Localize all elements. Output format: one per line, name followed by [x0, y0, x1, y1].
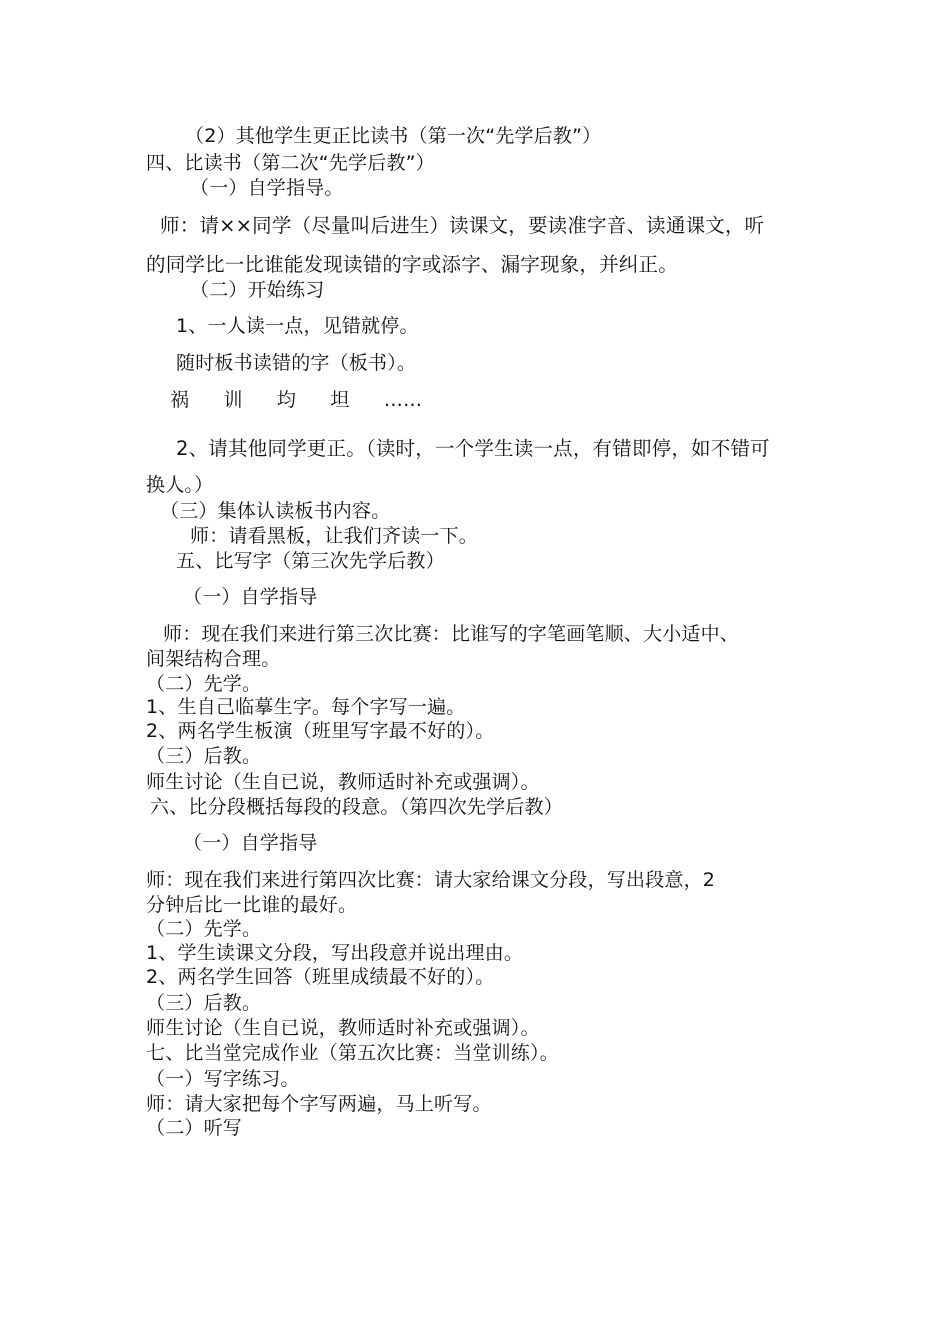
- text-line-18: （二）先学。: [146, 673, 262, 695]
- text-line-27: （二）先学。: [146, 918, 262, 940]
- text-line-34: 师：请大家把每个字写两遍，马上听写。: [146, 1093, 492, 1115]
- text-line-33: （一）写字练习。: [146, 1068, 300, 1090]
- text-line-11: 换人。）: [146, 474, 214, 496]
- text-line-13: 师：请看黑板，让我们齐读一下。: [190, 525, 479, 547]
- section-heading-6: 六、比分段概括每段的段意。（第四次先学后教）: [150, 796, 563, 818]
- text-line-5: 的同学比一比谁能发现读错的字或添字、漏字现象，并纠正。: [146, 253, 678, 276]
- text-line-31: 师生讨论（生自已说，教师适时补充或强调）。: [146, 1017, 540, 1039]
- text-line-20: 2、两名学生板演（班里写字最不好的）。: [146, 720, 495, 742]
- text-line-7: 1、一人读一点，见错就停。: [176, 315, 419, 337]
- text-line-25: 师：现在我们来进行第四次比赛：请大家给课文分段，写出段意，2: [146, 869, 716, 891]
- text-line-17: 间架结构合理。: [146, 648, 281, 670]
- text-line-24: （一）自学指导: [183, 832, 318, 854]
- text-line-35: （二）听写: [146, 1117, 243, 1139]
- text-line-10: 2、请其他同学更正。（读时，一个学生读一点，有错即停，如不错可: [176, 437, 770, 460]
- text-line-26: 分钟后比一比谁的最好。: [146, 894, 358, 916]
- board-char-4: 坦: [330, 389, 350, 411]
- text-line-12: （三）集体认读板书内容。: [160, 500, 391, 522]
- section-heading-4: 四、比读书（第二次“先学后教”）: [146, 152, 435, 174]
- board-char-3: 均: [276, 389, 297, 411]
- board-char-ellipsis: ……: [383, 389, 423, 411]
- text-line-28: 1、学生读课文分段，写出段意并说出理由。: [146, 942, 524, 964]
- text-line-22: 师生讨论（生自已说，教师适时补充或强调）。: [146, 771, 540, 793]
- text-line-6: （二）开始练习: [190, 279, 325, 301]
- text-line-1: （2）其他学生更正比读书（第一次“先学后教”）: [185, 125, 602, 147]
- text-line-3: （一）自学指导。: [190, 177, 344, 199]
- text-line-19: 1、生自己临摹生字。每个字写一遍。: [146, 696, 466, 718]
- board-char-2: 训: [223, 389, 243, 411]
- section-heading-5: 五、比写字（第三次先学后教）: [176, 550, 445, 572]
- text-line-16: 师：现在我们来进行第三次比赛：比谁写的字笔画笔顺、大小适中、: [163, 623, 740, 645]
- text-line-15: （一）自学指导: [183, 586, 318, 608]
- board-characters: [170, 389, 422, 412]
- board-char-1: 祸: [170, 389, 190, 411]
- text-line-21: （三）后教。: [146, 745, 262, 767]
- text-line-8: 随时板书读错的字（板书）。: [176, 352, 417, 374]
- section-heading-7: 七、比当堂完成作业（第五次比赛：当堂训练）。: [146, 1042, 559, 1064]
- text-line-29: 2、两名学生回答（班里成绩最不好的）。: [146, 966, 495, 988]
- text-line-30: （三）后教。: [146, 992, 262, 1014]
- text-line-4: 师：请××同学（尽量叫后进生）读课文，要读准字音、读通课文，听: [160, 214, 765, 237]
